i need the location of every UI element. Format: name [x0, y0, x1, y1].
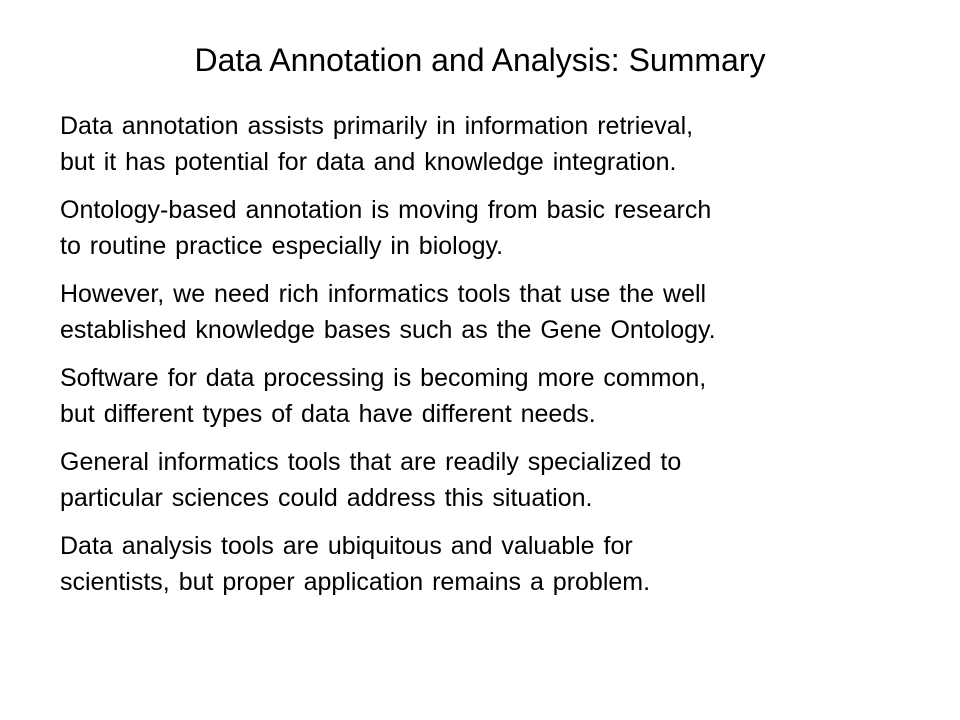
paragraph-line: scientists, but proper application remains a problem.: [60, 568, 651, 596]
paragraph-line: However, we need rich informatics tools that use the well: [60, 280, 707, 308]
paragraph-line: but different types of data have different needs.: [60, 400, 596, 428]
paragraph-analysis-tools: [60, 528, 920, 600]
paragraph-line: established knowledge bases such as the Gene Ontology.: [60, 316, 716, 344]
paragraph-line: Data annotation assists primarily in information retrieval,: [60, 112, 694, 140]
paragraph-informatics-tools: [60, 276, 920, 348]
paragraph-line: Data analysis tools are ubiquitous and valuable for: [60, 532, 633, 560]
paragraph-line: particular sciences could address this situation.: [60, 484, 593, 512]
paragraph-ontology-annotation: [60, 192, 920, 264]
paragraph-line: Software for data processing is becoming more common,: [60, 364, 707, 392]
paragraph-line: to routine practice especially in biology.: [60, 232, 504, 260]
paragraph-line: General informatics tools that are readily specialized to: [60, 448, 682, 476]
paragraph-data-processing: [60, 360, 920, 432]
paragraph-line: but it has potential for data and knowledge integration.: [60, 148, 677, 176]
slide-title: Data Annotation and Analysis: Summary: [194, 42, 766, 78]
paragraph-annotation-retrieval: [60, 108, 920, 180]
paragraph-line: Ontology-based annotation is moving from basic research: [60, 196, 712, 224]
slide-body: [60, 108, 920, 612]
paragraph-general-tools: [60, 444, 920, 516]
